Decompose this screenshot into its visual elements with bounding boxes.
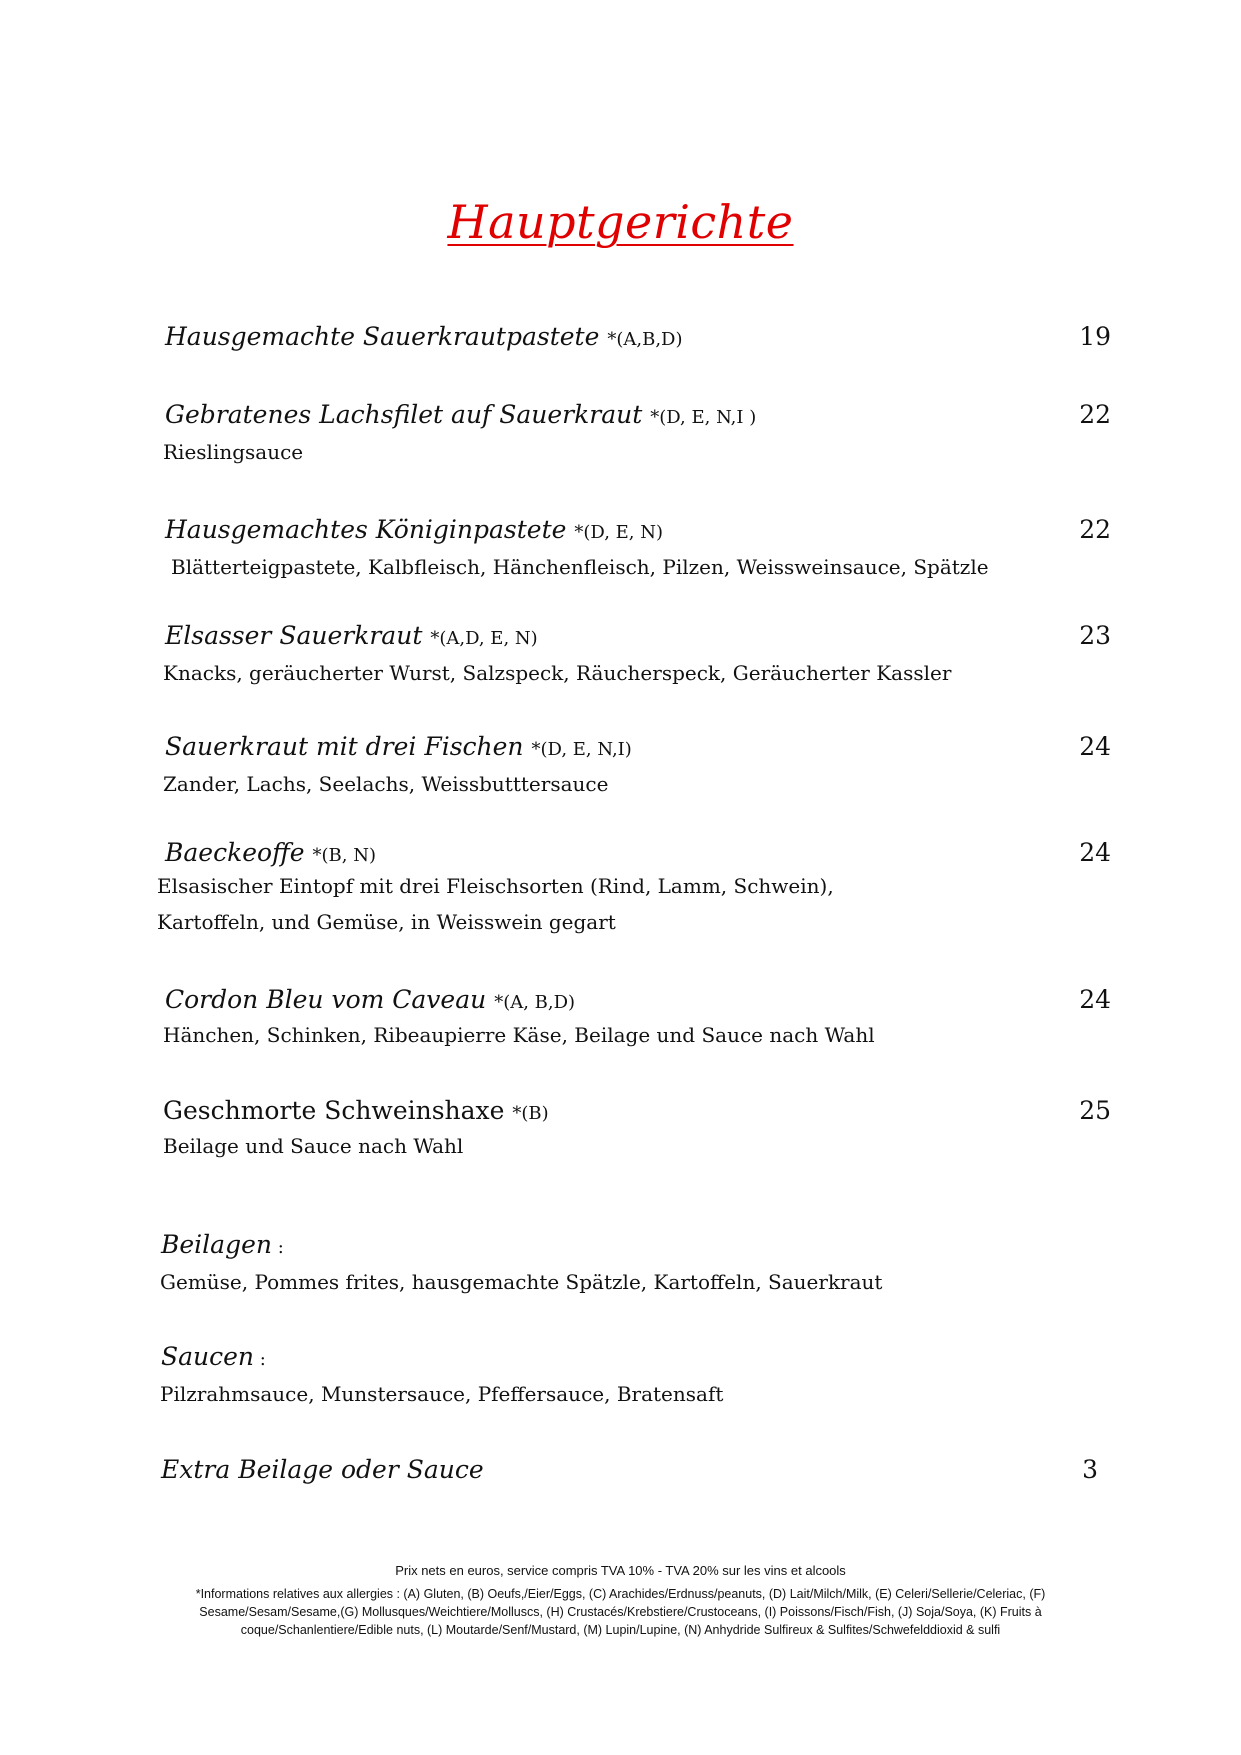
sides-label: Beilagen [161, 1230, 272, 1259]
dish-price: 22 [1079, 400, 1111, 429]
dish-name: Elsasser Sauerkraut [165, 621, 423, 650]
dish-name-line [165, 322, 683, 351]
sides-list: Gemüse, Pommes frites, hausgemachte Spätzle, Kartoffeln, Sauerkraut [160, 1270, 883, 1294]
dish-name: Baeckeoffe [165, 838, 305, 867]
extra-name: Extra Beilage oder Sauce [161, 1455, 484, 1484]
dish-name-line [165, 985, 575, 1014]
dish-description: Blätterteigpastete, Kalbfleisch, Hänchenfleisch, Pilzen, Weissweinsauce, Spätzle [171, 555, 989, 579]
allergen-codes: *(D, E, N) [574, 522, 664, 543]
dish-name: Cordon Bleu vom Caveau [165, 985, 495, 1014]
allergen-codes: *(A,D, E, N) [430, 628, 538, 649]
sides-heading [161, 1230, 284, 1259]
dish-description: Kartoffeln, und Gemüse, in Weisswein gegart [157, 910, 616, 934]
dish-price: 24 [1079, 985, 1111, 1014]
allergen-codes: *(B) [512, 1103, 549, 1124]
sauces-heading [161, 1342, 266, 1371]
sauces-label: Saucen [161, 1342, 255, 1371]
allergy-info: *Informations relatives aux allergies : (A) Gluten, (B) Oeufs,/Eier/Eggs, (C) Arachides/Erdnuss/peanuts, (D) Lait/Milch/Milk, (E) Celeri/Sellerie/Celeriac, (F) Sesame/Sesam/Sesame,(G) Mollusques/Weichtiere/Molluscs, (H) Crustacés/Krebstiere/Crustoceans, (I) Poissons/Fisch/Fish, (J) Soja/Soya, (K) Fruits à coque/Schanlentiere/Edible nuts, (L) Moutarde/Senf/Mustard, (M) Lupin/Lupine, (N) Anhydride Sulfireux & Sulfites/Schwefelddioxid & sulfi [195, 1587, 1046, 1637]
dish-price: 23 [1079, 621, 1111, 650]
allergen-codes: *(B, N) [312, 845, 376, 866]
page-title: Hauptgerichte [447, 195, 794, 249]
price-note: Prix nets en euros, service compris TVA 10% - TVA 20% sur les vins et alcools [395, 1563, 846, 1578]
dish-name: Hausgemachtes Königinpastete [165, 515, 567, 544]
allergen-codes: *(D, E, N,I) [531, 739, 632, 760]
dish-price: 22 [1079, 515, 1111, 544]
dish-name-line [165, 515, 663, 544]
dish-price: 24 [1079, 732, 1111, 761]
dish-name-line [165, 732, 632, 761]
allergen-codes: *(A,B,D) [607, 329, 683, 350]
dish-name: Gebratenes Lachsfilet auf Sauerkraut [165, 400, 643, 429]
dish-name: Geschmorte Schweinshaxe [163, 1096, 505, 1125]
allergen-codes: *(A, B,D) [494, 992, 576, 1013]
dish-description: Beilage und Sauce nach Wahl [163, 1134, 464, 1158]
dish-description: Knacks, geräucherter Wurst, Salzspeck, Räucherspeck, Geräucherter Kassler [163, 661, 952, 685]
sauces-colon: : [254, 1349, 266, 1370]
dish-name: Hausgemachte Sauerkrautpastete [165, 322, 600, 351]
dish-name-line [165, 621, 538, 650]
dish-name-line [165, 838, 376, 867]
allergen-codes: *(D, E, N,I ) [650, 407, 757, 428]
extra-price: 3 [1082, 1455, 1098, 1484]
dish-name-line [163, 1096, 549, 1125]
dish-price: 19 [1079, 322, 1111, 351]
sauces-list: Pilzrahmsauce, Munstersauce, Pfeffersauce, Bratensaft [160, 1382, 724, 1406]
dish-description: Hänchen, Schinken, Ribeaupierre Käse, Beilage und Sauce nach Wahl [163, 1023, 875, 1047]
sides-colon: : [271, 1237, 284, 1258]
dish-price: 24 [1079, 838, 1111, 867]
dish-description: Zander, Lachs, Seelachs, Weissbutttersauce [163, 772, 609, 796]
dish-description: Rieslingsauce [163, 440, 304, 464]
dish-price: 25 [1079, 1096, 1111, 1125]
dish-name-line [165, 400, 756, 429]
dish-description: Elsasischer Eintopf mit drei Fleischsorten (Rind, Lamm, Schwein), [157, 874, 834, 898]
dish-name: Sauerkraut mit drei Fischen [165, 732, 524, 761]
